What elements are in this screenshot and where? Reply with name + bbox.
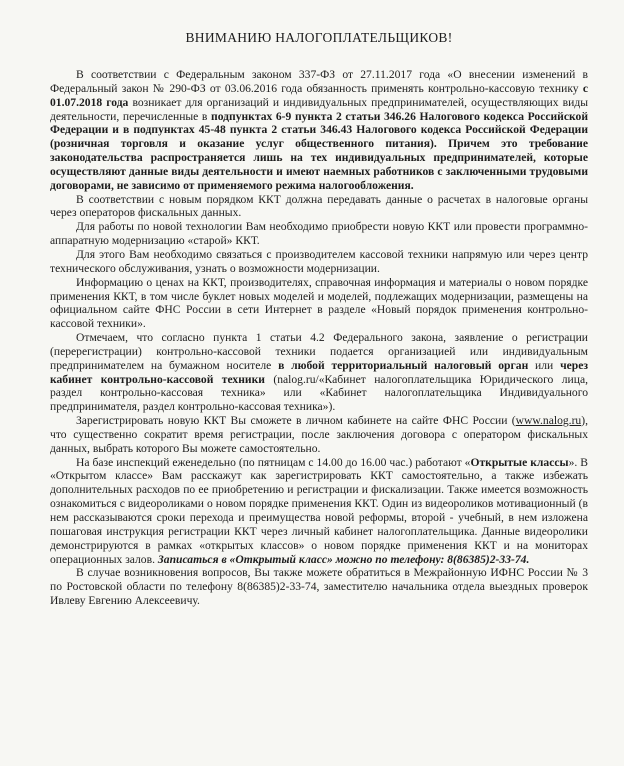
paragraph-new-technology: Для работы по новой технологии Вам необходимо приобрести новую ККТ или провести программно-аппаратную модернизацию «старой» ККТ.	[50, 220, 588, 248]
paragraph-data-transfer: В соответствии с новым порядком ККТ должна передавать данные о расчетах в налоговые органы через операторов фискальных данных.	[50, 192, 588, 220]
paragraph-contacts: В случае возникновения вопросов, Вы также можете обратиться в Межрайонную ИФНС России № 3 по Ростовской области по телефону 8(86385)2-33-74, заместителю начальника отдела выездных проверок Ивлеву Евгению Алексеевичу.	[50, 566, 588, 608]
paragraph-price-info: Информацию о ценах на ККТ, производителях, справочная информация и материалы о новом порядке применения ККТ, в том числе буклет новых моделей и моделей, подлежащих модернизации, размещены на официальном сайте ФНС России в сети Интернет в разделе «Новый порядок применения контрольно-кассовой техники».	[50, 275, 588, 331]
notice-body	[50, 68, 588, 608]
page-title: ВНИМАНИЮ НАЛОГОПЛАТЕЛЬЩИКОВ!	[185, 30, 453, 45]
paragraph-contact-manufacturer: Для этого Вам необходимо связаться с производителем кассовой техники напрямую или через центр технического обслуживания, узнать о возможности модернизации.	[50, 247, 588, 275]
paragraph-open-classes: На базе инспекций еженедельно (по пятницам с 14.00 до 16.00 час.) работают «Открытые классы». В «Открытом классе» Вам расскажут как зарегистрировать ККТ самостоятельно, а также избежать дополнительных расходов по ее приобретению и регистрации и фискализации. Также имеется возможность ознакомиться с видеороликами о новом порядке применения ККТ. Один из видеороликов мотивационный (в нем рассказываются сроки перехода и преимущества новой реформы, второй - учебный, в нем изложена пошаговая инструкция регистрации ККТ через личный кабинет налогоплательщика. Данные видеоролики демонстрируются в рамках «открытых классов» о новом порядке применения ККТ и на мониторах операционных залов. Записаться в «Открытый класс» можно по телефону: 8(86385)2-33-74.	[50, 455, 588, 566]
paragraph-law-requirement: В соответствии с Федеральным законом 337-ФЗ от 27.11.2017 года «О внесении изменений в Федеральный закон № 290-ФЗ от 03.06.2016 года обязанность применять контрольно-кассовую технику с 01.07.2018 года возникает для организаций и индивидуальных предпринимателей, осуществляющих виды деятельности, перечисленные в подпунктах 6-9 пункта 2 статьи 346.26 Налогового кодекса Российской Федерации и в подпунктах 45-48 пункта 2 статьи 346.43 Налогового кодекса Российской Федерации (розничная торговля и оказание услуг общественного питания). Причем это требование законодательства распространяется лишь на тех индивидуальных предпринимателей, которые осуществляют данные виды деятельности и имеют наемных работников с заключенными трудовыми договорами, не зависимо от применяемого режима налогообложения.	[50, 68, 589, 192]
nalog-link[interactable]: www.nalog.ru	[515, 414, 582, 428]
paragraph-online-registration: Зарегистрировать новую ККТ Вы сможете в личном кабинете на сайте ФНС России (www.nalog.ru), что существенно сократит время регистрации, после заключения договора с оператором фискальных данных, выбрать которого Вы можете самостоятельно.	[50, 414, 588, 455]
paragraph-registration-application: Отмечаем, что согласно пункта 1 статьи 4.2 Федерального закона, заявление о регистрации (перерегистрации) контрольно-кассовой техники подается организацией или индивидуальным предпринимателем на бумажном носителе в любой территориальный налоговый орган или через кабинет контрольно-кассовой техники (nalog.ru/«Кабинет налогоплательщика Юридического лица, раздел контрольно-кассовая техника» или «Кабинет налогоплательщика Индивидуального предпринимателя, раздел контрольно-кассовая техника»).	[50, 331, 588, 414]
